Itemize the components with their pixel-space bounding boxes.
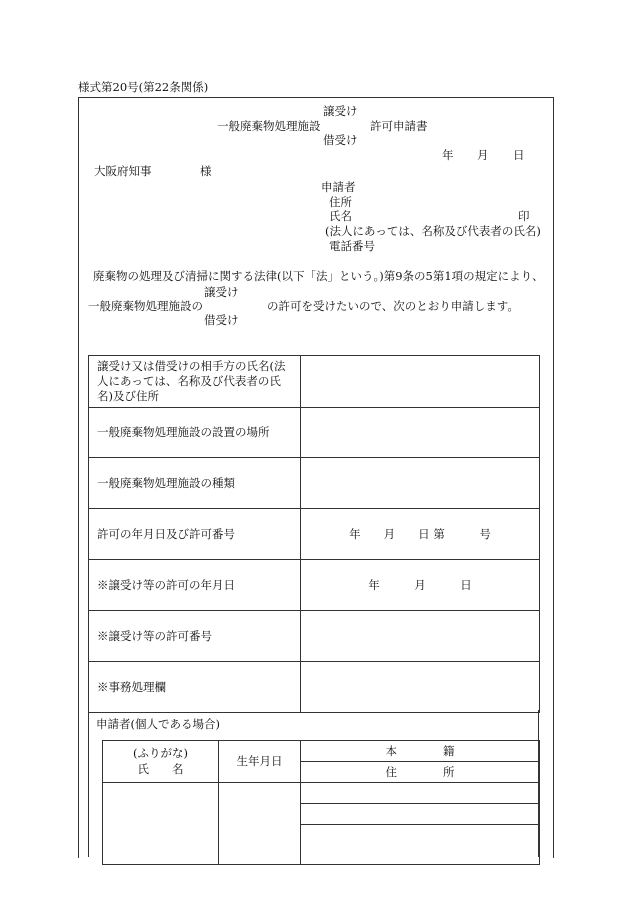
field-permit-date-number[interactable]: 年 月 日 第 号	[301, 509, 540, 560]
body-option-bottom: 借受け	[204, 313, 239, 327]
field-individual-name[interactable]	[103, 783, 219, 865]
applicant-label: 申請者	[321, 180, 356, 194]
application-table	[88, 355, 540, 713]
individual-label: 申請者(個人である場合)	[96, 717, 220, 731]
title-main: 一般廃棄物処理施設	[217, 119, 321, 133]
applicant-phone-label: 電話番号	[329, 239, 375, 253]
title-option-top: 譲受け	[323, 104, 358, 118]
date-year: 年	[442, 148, 454, 162]
field-office-use[interactable]	[301, 662, 540, 713]
table-row	[89, 662, 540, 713]
table-row	[89, 458, 540, 509]
body-suffix: の許可を受けたいので、次のとおり申請します。	[267, 299, 519, 313]
field-transfer-permit-number[interactable]	[301, 611, 540, 662]
header-name	[103, 741, 219, 783]
row-label-counterparty: 譲受け又は借受けの相手方の氏名(法人にあっては、名称及び代表者の氏名)及び住所	[89, 356, 301, 408]
header-domicile: 本 籍	[301, 741, 540, 762]
row-label-office-use: ※事務処理欄	[89, 662, 301, 713]
field-location[interactable]	[301, 408, 540, 458]
row-label-permit-date-number: 許可の年月日及び許可番号	[89, 509, 301, 560]
row-label-transfer-permit-date: ※譲受け等の許可の年月日	[89, 560, 301, 611]
table-row	[89, 509, 540, 560]
field-counterparty[interactable]	[301, 356, 540, 408]
header-birthdate: 生年月日	[219, 741, 301, 783]
date-month: 月	[477, 148, 489, 162]
addressee-name: 大阪府知事	[94, 164, 152, 178]
field-individual-address[interactable]	[301, 804, 540, 825]
table-row	[89, 356, 540, 408]
field-facility-type[interactable]	[301, 458, 540, 509]
table-row	[89, 560, 540, 611]
applicant-corp-note: (法人にあっては、名称及び代表者の氏名)	[325, 224, 541, 238]
row-label-facility-type: 一般廃棄物処理施設の種類	[89, 458, 301, 509]
individual-table	[102, 740, 540, 865]
row-label-location: 一般廃棄物処理施設の設置の場所	[89, 408, 301, 458]
header-address: 住 所	[301, 762, 540, 783]
body-line1: 廃棄物の処理及び清掃に関する法律(以下「法」という。)第9条の5第1項の規定により、	[93, 269, 544, 283]
field-individual-birthdate[interactable]	[219, 783, 301, 865]
header-furigana: (ふりがな)	[133, 745, 188, 760]
body-prefix: 一般廃棄物処理施設の	[88, 299, 203, 313]
table-row	[89, 408, 540, 458]
form-number: 様式第20号(第22条関係)	[78, 80, 209, 94]
field-individual-extra[interactable]	[301, 825, 540, 865]
seal-mark: 印	[518, 209, 530, 223]
row-label-transfer-permit-number: ※譲受け等の許可番号	[89, 611, 301, 662]
applicant-address-label: 住所	[329, 195, 352, 209]
title-suffix: 許可申請書	[370, 119, 428, 133]
title-option-bottom: 借受け	[323, 133, 358, 147]
header-name-label: 氏 名	[137, 761, 184, 776]
field-transfer-permit-date[interactable]: 年 月 日	[301, 560, 540, 611]
body-option-top: 譲受け	[204, 285, 239, 299]
table-row	[89, 611, 540, 662]
applicant-name-label: 氏名	[329, 209, 352, 223]
date-day: 日	[513, 148, 525, 162]
addressee-honorific: 様	[200, 164, 212, 178]
field-individual-domicile[interactable]	[301, 783, 540, 804]
